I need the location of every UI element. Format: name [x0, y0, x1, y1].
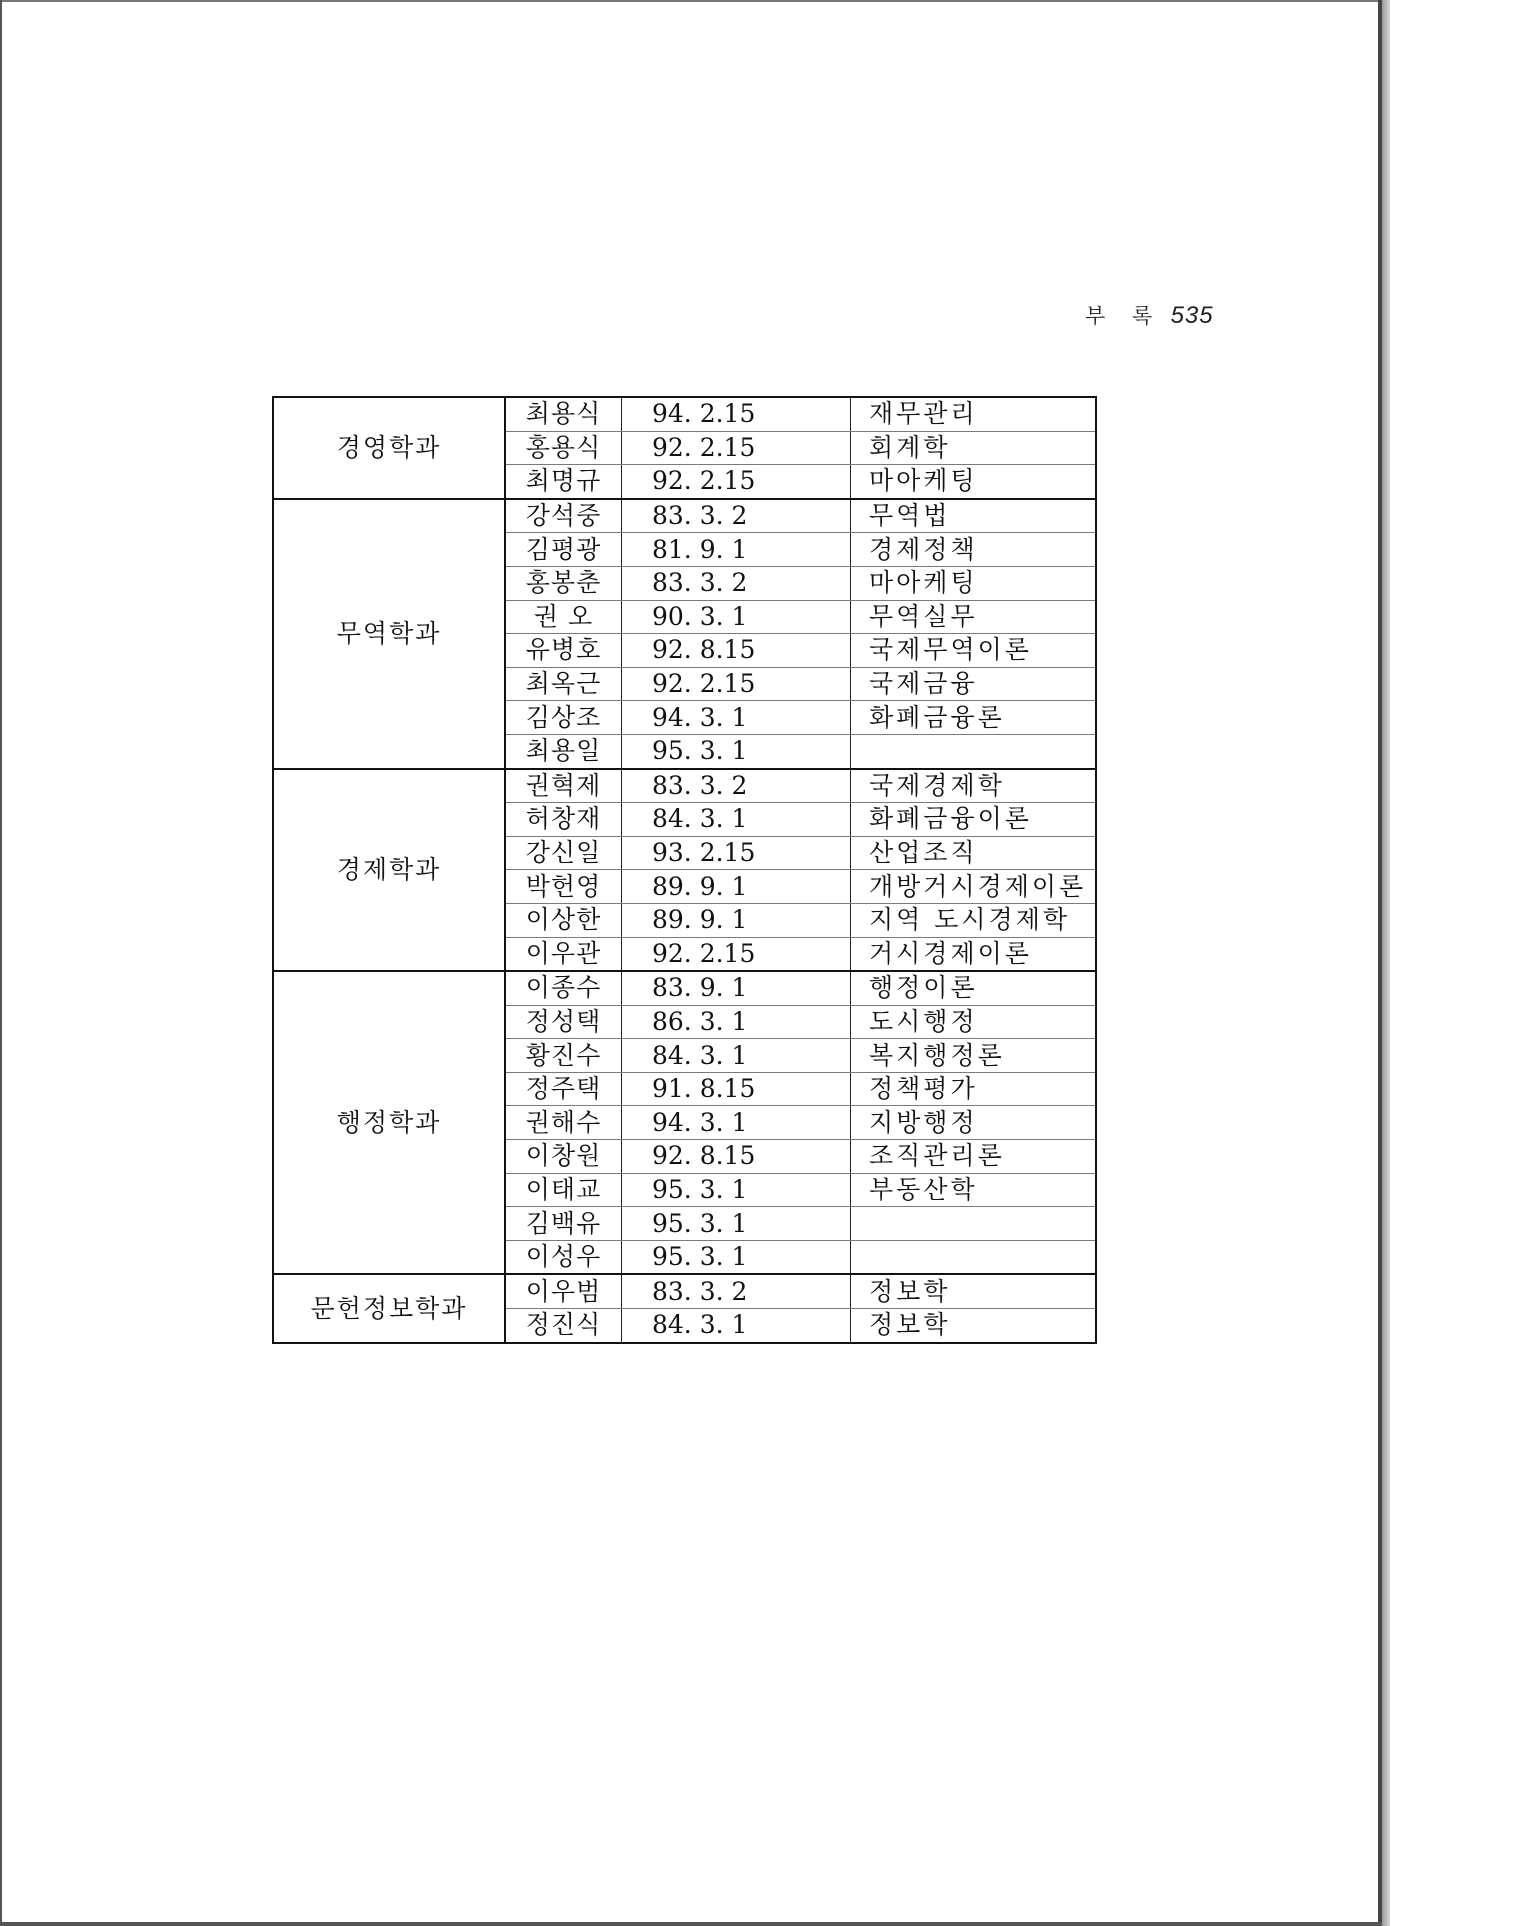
running-header [1085, 300, 1214, 330]
major-field-cell: 정보학 [851, 1274, 1097, 1308]
name-cell: 강석중 [505, 499, 622, 533]
page-number: 535 [1170, 302, 1214, 329]
name-cell: 박헌영 [505, 870, 622, 904]
appointment-date-cell: 84. 3. 1 [622, 1309, 851, 1343]
name-cell: 정주택 [505, 1072, 622, 1106]
major-field-cell: 정책평가 [851, 1072, 1097, 1106]
major-field-cell: 무역실무 [851, 600, 1097, 634]
appointment-date-cell: 90. 3. 1 [622, 600, 851, 634]
name-cell: 이성우 [505, 1240, 622, 1274]
header-label: 부 록 [1085, 304, 1163, 328]
major-field-cell [851, 1240, 1097, 1274]
name-cell: 김상조 [505, 701, 622, 735]
table-row [273, 499, 1096, 533]
major-field-cell: 도시행정 [851, 1005, 1097, 1039]
page-border-top [0, 0, 1380, 2]
major-field-cell: 복지행정론 [851, 1039, 1097, 1073]
major-field-cell: 회계학 [851, 431, 1097, 465]
appointment-date-cell: 83. 3. 2 [622, 566, 851, 600]
name-cell: 이우관 [505, 937, 622, 971]
appointment-date-cell: 84. 3. 1 [622, 803, 851, 837]
major-field-cell: 국제경제학 [851, 769, 1097, 803]
appointment-date-cell: 83. 3. 2 [622, 499, 851, 533]
appointment-date-cell: 91. 8.15 [622, 1072, 851, 1106]
appointment-date-cell: 89. 9. 1 [622, 903, 851, 937]
name-cell: 최옥근 [505, 667, 622, 701]
appointment-date-cell: 94. 2.15 [622, 397, 851, 431]
name-cell: 최명규 [505, 465, 622, 499]
department-cell: 무역학과 [273, 499, 505, 769]
faculty-table [272, 396, 1097, 1344]
major-field-cell [851, 734, 1097, 768]
page-border-left [0, 0, 2, 1926]
appointment-date-cell: 83. 9. 1 [622, 971, 851, 1005]
major-field-cell: 조직관리론 [851, 1140, 1097, 1174]
major-field-cell: 무역법 [851, 499, 1097, 533]
table-row [273, 1274, 1096, 1308]
major-field-cell: 부동산학 [851, 1173, 1097, 1207]
appointment-date-cell: 89. 9. 1 [622, 870, 851, 904]
name-cell: 황진수 [505, 1039, 622, 1073]
appointment-date-cell: 83. 3. 2 [622, 769, 851, 803]
appointment-date-cell: 86. 3. 1 [622, 1005, 851, 1039]
appointment-date-cell: 94. 3. 1 [622, 1106, 851, 1140]
major-field-cell: 행정이론 [851, 971, 1097, 1005]
name-cell: 최용일 [505, 734, 622, 768]
name-cell: 홍봉춘 [505, 566, 622, 600]
appointment-date-cell: 83. 3. 2 [622, 1274, 851, 1308]
department-cell: 경제학과 [273, 769, 505, 972]
name-cell: 정진식 [505, 1309, 622, 1343]
appointment-date-cell: 93. 2.15 [622, 836, 851, 870]
table-row [273, 397, 1096, 431]
name-cell: 최용식 [505, 397, 622, 431]
name-cell: 김평광 [505, 533, 622, 567]
appointment-date-cell: 81. 9. 1 [622, 533, 851, 567]
major-field-cell: 국제무역이론 [851, 634, 1097, 668]
major-field-cell: 경제정책 [851, 533, 1097, 567]
name-cell: 강신일 [505, 836, 622, 870]
appointment-date-cell: 95. 3. 1 [622, 1173, 851, 1207]
major-field-cell: 거시경제이론 [851, 937, 1097, 971]
appointment-date-cell: 92. 8.15 [622, 1140, 851, 1174]
major-field-cell: 마아케팅 [851, 465, 1097, 499]
major-field-cell: 화폐금융론 [851, 701, 1097, 735]
name-cell: 권 오 [505, 600, 622, 634]
appointment-date-cell: 95. 3. 1 [622, 734, 851, 768]
name-cell: 정성택 [505, 1005, 622, 1039]
appointment-date-cell: 95. 3. 1 [622, 1240, 851, 1274]
name-cell: 유병호 [505, 634, 622, 668]
major-field-cell: 지방행정 [851, 1106, 1097, 1140]
name-cell: 허창재 [505, 803, 622, 837]
appointment-date-cell: 92. 8.15 [622, 634, 851, 668]
name-cell: 이종수 [505, 971, 622, 1005]
appointment-date-cell: 92. 2.15 [622, 937, 851, 971]
major-field-cell: 정보학 [851, 1309, 1097, 1343]
major-field-cell: 재무관리 [851, 397, 1097, 431]
department-cell: 행정학과 [273, 971, 505, 1274]
name-cell: 권해수 [505, 1106, 622, 1140]
appointment-date-cell: 94. 3. 1 [622, 701, 851, 735]
appointment-date-cell: 92. 2.15 [622, 667, 851, 701]
table-row [273, 971, 1096, 1005]
appointment-date-cell: 84. 3. 1 [622, 1039, 851, 1073]
name-cell: 이태교 [505, 1173, 622, 1207]
name-cell: 이창원 [505, 1140, 622, 1174]
name-cell: 홍용식 [505, 431, 622, 465]
appointment-date-cell: 95. 3. 1 [622, 1207, 851, 1241]
major-field-cell: 개방거시경제이론 [851, 870, 1097, 904]
table-row [273, 769, 1096, 803]
name-cell: 이상한 [505, 903, 622, 937]
page-shadow [1382, 0, 1390, 1926]
faculty-table-body [273, 397, 1096, 1343]
name-cell: 김백유 [505, 1207, 622, 1241]
name-cell: 이우범 [505, 1274, 622, 1308]
appointment-date-cell: 92. 2.15 [622, 431, 851, 465]
major-field-cell [851, 1207, 1097, 1241]
name-cell: 권혁제 [505, 769, 622, 803]
major-field-cell: 마아케팅 [851, 566, 1097, 600]
major-field-cell: 지역 도시경제학 [851, 903, 1097, 937]
major-field-cell: 국제금융 [851, 667, 1097, 701]
major-field-cell: 화폐금융이론 [851, 803, 1097, 837]
department-cell: 경영학과 [273, 397, 505, 499]
department-cell: 문헌정보학과 [273, 1274, 505, 1342]
major-field-cell: 산업조직 [851, 836, 1097, 870]
page-border-bottom [0, 1922, 1382, 1926]
appointment-date-cell: 92. 2.15 [622, 465, 851, 499]
